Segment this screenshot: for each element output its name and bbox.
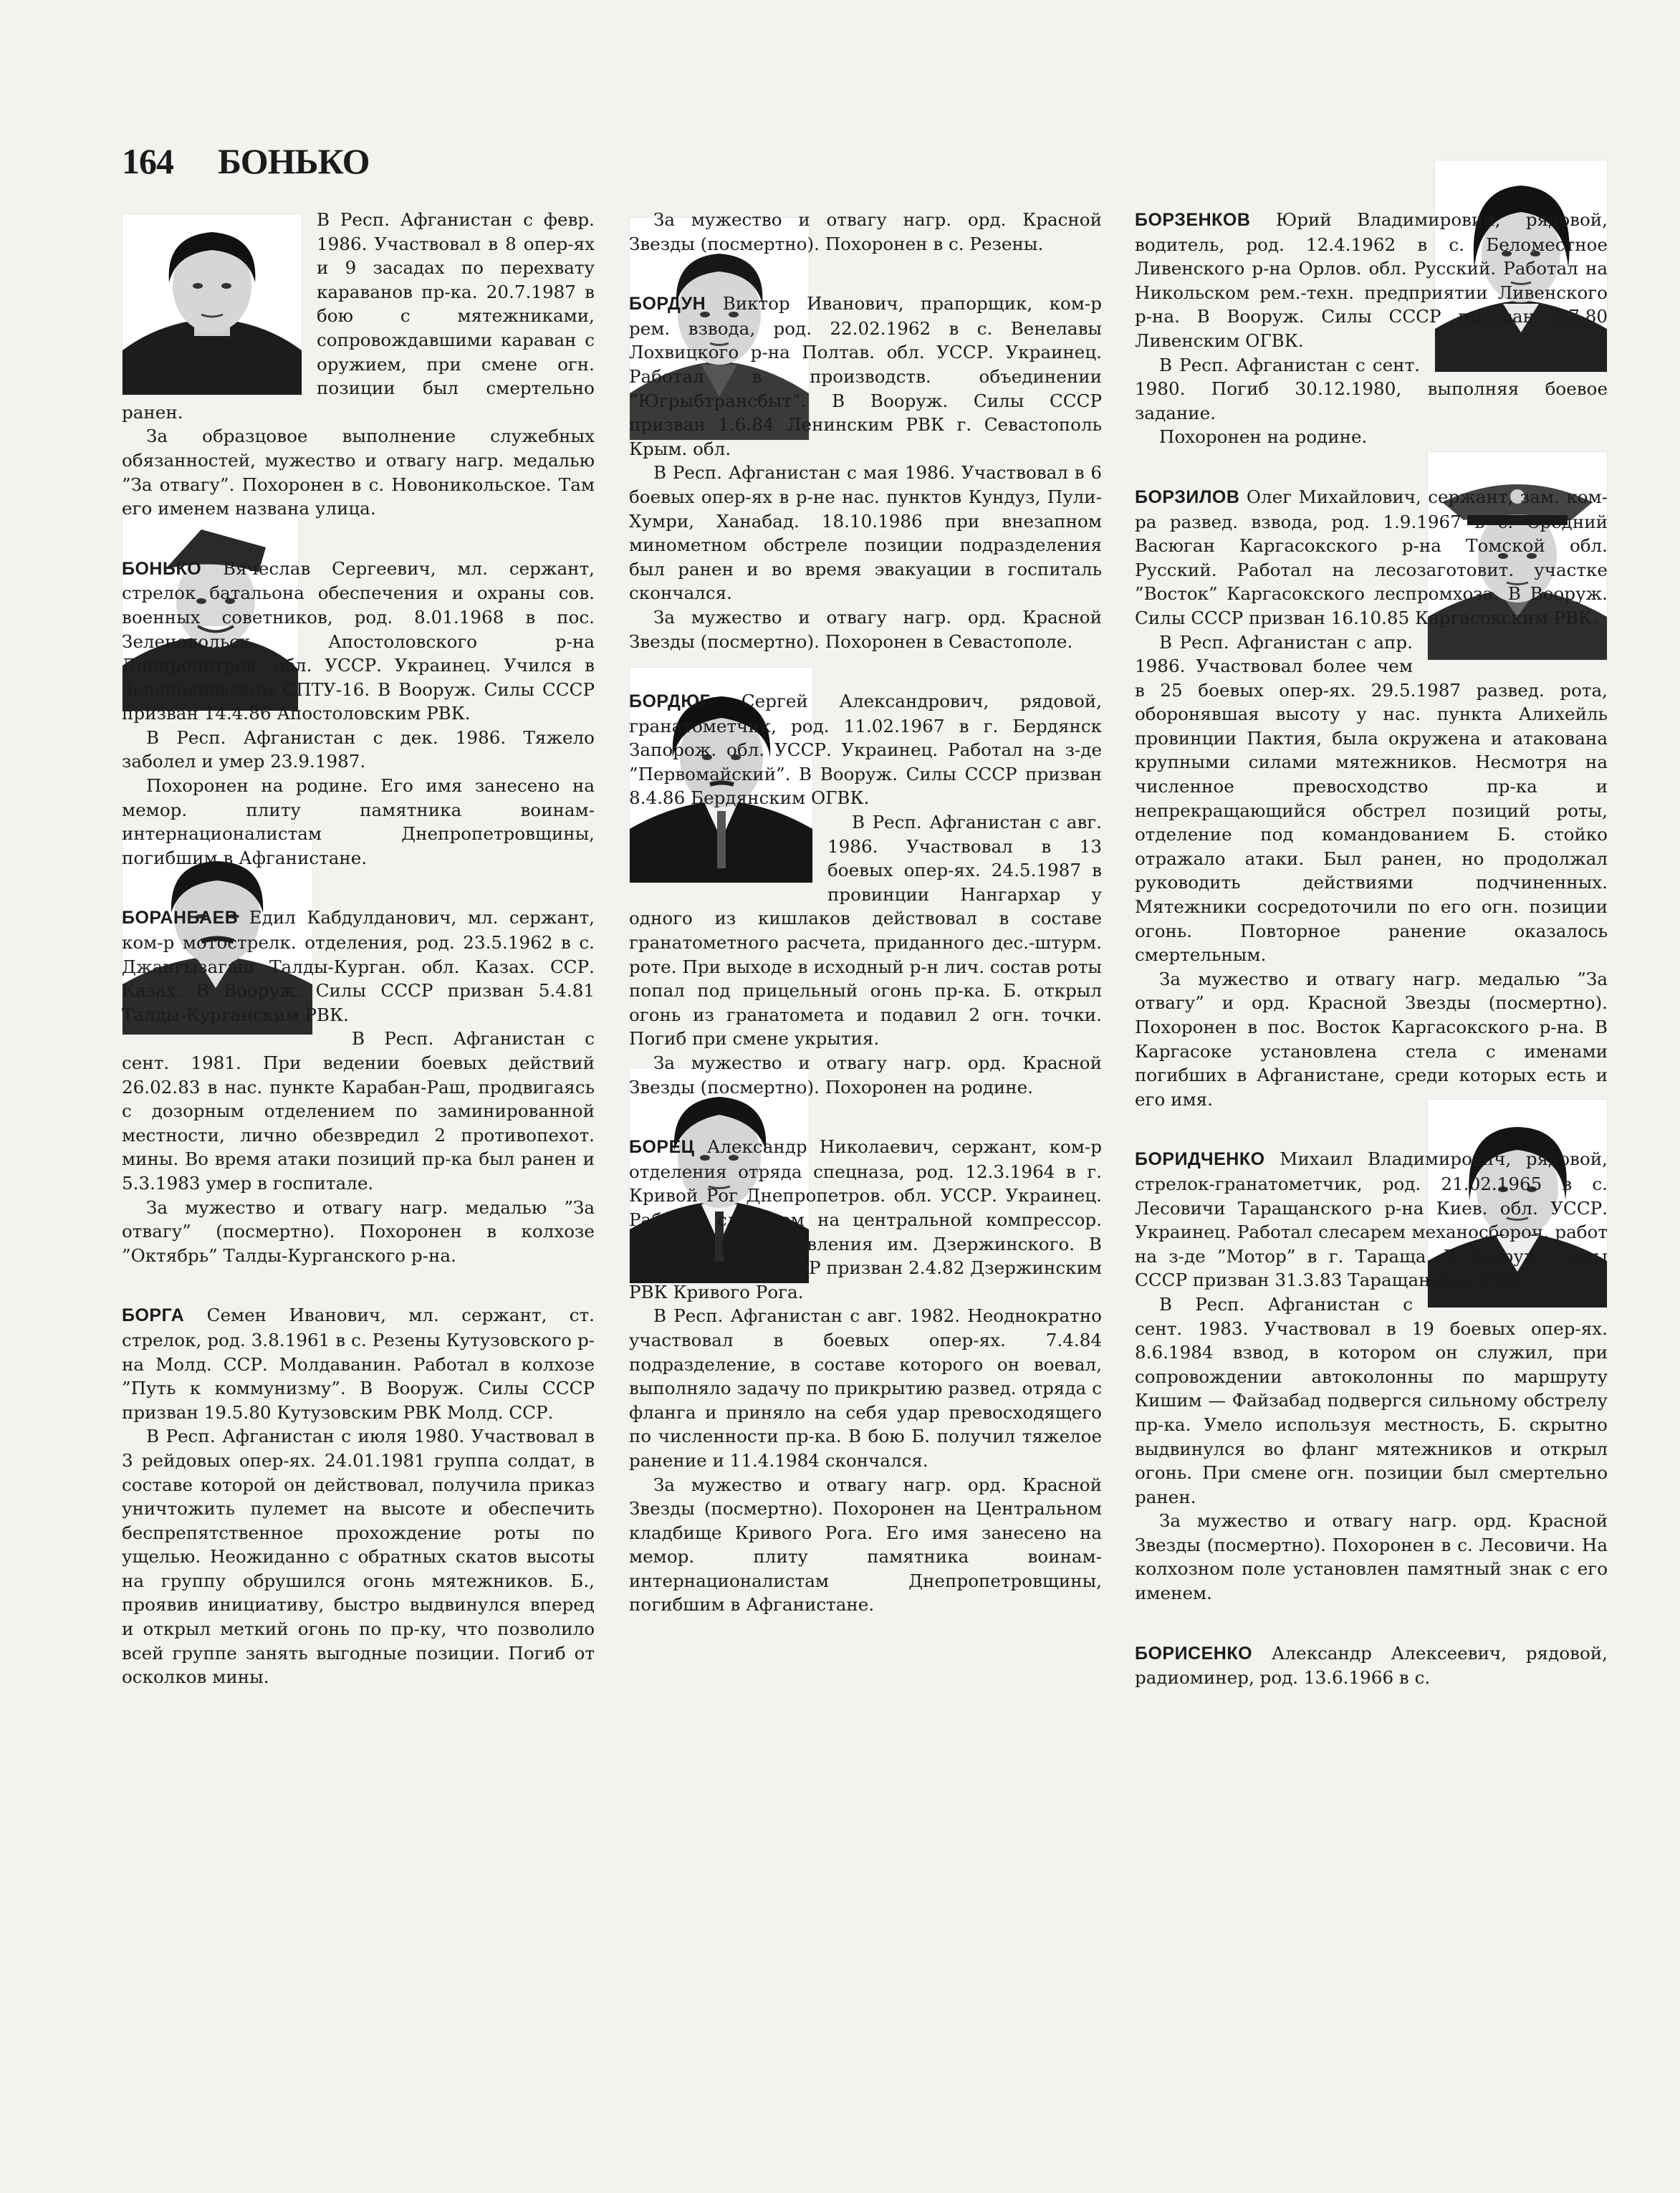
page-number: 164 <box>122 141 173 181</box>
entry-paragraph: В Респ. Афганистан с дек. 1986. Тяжело заболел и умер 23.9.1987. <box>122 726 595 772</box>
entry-surname: БОРГА <box>122 1305 185 1326</box>
entry-borets <box>629 1135 1102 1617</box>
entry-surname: БОРИСЕНКО <box>1135 1643 1253 1664</box>
entry-heading <box>629 292 1102 461</box>
entry-bordun <box>629 292 1102 653</box>
entry-surname: БОРДЮГ <box>629 691 711 712</box>
entry-paragraph: В Респ. Афганистан с июля 1980. Участвовал в 3 рейдовых опер-ях. 24.01.1981 группа солдат, в составе которой он действовал, получила приказ уничтожить пулемет на высоте и обеспечить беспрепятственное прохождение роты по ущелью. Неожиданно с обратных скатов высоты на группу обрушился огонь мятежников. Б., проявив инициативу, быстро выдвинулся вперед и открыл меткий огонь по пр-ку, что позволило всей группе занять выгодные позиции. Погиб от осколков мины. <box>122 1426 595 1688</box>
entry-paragraph: Похоронен на родине. Его имя занесено на мемор. плиту памятника воинам-интернационалистам Днепропетровщины, погибшим в Афганистане. <box>122 775 595 868</box>
column-3 <box>1135 208 1608 1690</box>
entry-heading <box>122 1303 595 1424</box>
entry-surname: БОРДУН <box>629 294 706 315</box>
entry-text: Михаил Владимирович, рядовой, стрелок-гранатометчик, род. 21.02.1965 в с. Лесовичи Таращанского р-на Киев. обл. УССР. Украинец. Работал слесарем механосбороч. работ на з-де ”Мотор” в г. Тараща. В Вооруж. Силы СССР призван 31.3.83 Таращанским РВК. <box>1135 1148 1608 1291</box>
entry-text: Юрий Владимирович, рядовой, водитель, род. 12.4.1962 в с. Беломестное Ливенского р-на Орлов. обл. Русский. Работал на Никольском рем.-техн. предприятии Ливенского р-на. В Вооруж. Силы СССР призван 3.7.80 Ливенским ОГВК. <box>1135 209 1608 351</box>
entry-paragraph: В Респ. Афганистан с февр. 1986. Участвовал в 8 опер-ях и 9 засадах по перехвату караванов пр-ка. 20.7.1987 в бою с мятежниками, сопровождавшими караван с оружием, при смене огн. позиции был смертельно ранен. <box>122 209 595 423</box>
entry-bonko <box>122 557 595 870</box>
portrait-photo <box>122 213 302 395</box>
entry-surname: БОРАНБАЕВ <box>122 908 239 928</box>
entry-paragraph: За мужество и отвагу нагр. медалью ”За отвагу” и орд. Красной Звезды (посмертно). Похоронен в пос. Восток Каргасокского р-на. В Каргасоке установлена стела с именами погибших в Афганистане, среди которых есть и его имя. <box>1135 968 1608 1110</box>
entry-text: Сергей Александрович, рядовой, гранатометчик, род. 11.02.1967 в г. Бердянск Запорож. обл. УССР. Украинец. Работал на з-де ”Первомайский”. В Вооруж. Силы СССР призван 8.4.86 Бердянским ОГВК. <box>629 691 1102 809</box>
entry-surname: БОРИДЧЕНКО <box>1135 1149 1265 1170</box>
entry-paragraph: За мужество и отвагу нагр. орд. Красной Звезды (посмертно). Похоронен на Центральном кладбище Кривого Рога. Его имя занесено на мемор. плиту памятника воинам-интернационалистам Днепропетровщины, погибшим в Афганистане. <box>629 1474 1102 1616</box>
entry-paragraph: За мужество и отвагу нагр. медалью ”За отвагу” (посмертно). Похоронен в колхозе ”Октябрь” Талды-Курганского р-на. <box>122 1196 595 1266</box>
entry-text: Едил Кабдулданович, мл. сержант, ком-р мотострелк. отделения, род. 23.5.1962 в с. Джангызагаш Талды-Курган. обл. Казах. ССР. Казах. В Вооруж. Силы СССР призван 5.4.81 Талды-Курганским РВК. <box>122 907 595 1025</box>
entry-continued <box>629 208 1102 256</box>
column-2 <box>629 208 1102 1617</box>
entry-paragraph: За мужество и отвагу нагр. орд. Красной Звезды (посмертно). Похоронен в с. Лесовичи. На колхозном поле установлен памятный знак с его именем. <box>1135 1510 1608 1604</box>
entry-surname: БОНЬКО <box>122 558 202 579</box>
entry-continued <box>122 208 595 521</box>
entry-paragraph: За мужество и отвагу нагр. орд. Красной Звезды (посмертно). Похоронен на родине. <box>629 1052 1102 1098</box>
entry-borisenko <box>1135 1641 1608 1690</box>
entry-borzilov <box>1135 485 1608 1111</box>
entry-text: Вячеслав Сергеевич, мл. сержант, стрелок батальона обеспечения и охраны сов. военных советников, род. 8.01.1968 в пос. Зеленодольск Апостоловского р-на Днепропетров. обл. УССР. Украинец. Учился в Зеленодольском СПТУ-16. В Вооруж. Силы СССР призван 14.4.86 Апостоловским РВК. <box>122 557 595 724</box>
entry-heading <box>122 906 595 1027</box>
entry-paragraph: В Респ. Афганистан с апр. 1986. Участвовал более чем в 25 боевых опер-ях. 29.5.1987 развед. рота, оборонявшая высоту у нас. пункта Алихейль провинции Пактия, была окружена и атакована крупными силами мятежников. Несмотря на численное превосходство пр-ка и непрекращающийся обстрел позиций роты, отделение под командованием Б. стойко отражало атаки. Был ранен, но продолжал руководить действиями подчиненных. Мятежники сосредоточили по его огн. позиции огонь. Повторное ранение оказалось смертельным. <box>1135 631 1608 966</box>
entry-borga <box>122 1303 595 1689</box>
entry-boranbaev <box>122 906 595 1267</box>
entry-text: Виктор Иванович, прапорщик, ком-р рем. взвода, род. 22.02.1962 в с. Венелавы Лохвицкого р-на Полтав. обл. УССР. Украинец. Работал в производств. объединении ”Югрыбтрансбыт”. В Вооруж. Силы СССР призван 1.6.84 Ленинским РВК г. Севастополь Крым. обл. <box>629 293 1102 459</box>
entry-heading <box>1135 485 1608 630</box>
entry-heading <box>122 557 595 726</box>
entry-paragraph: В Респ. Афганистан с сент. 1981. При ведении боевых действий 26.02.83 в нас. пункте Карабан-Раш, продвигаясь с дозорным отделением по заминированной местности, лично обезвредил 2 противопехот. мины. Во время атаки позиций пр-ка был ранен и 5.3.1983 умер в госпитале. <box>122 1028 595 1194</box>
entry-borzenkov <box>1135 208 1608 449</box>
entry-paragraph: В Респ. Афганистан с сент. 1980. Погиб 30.12.1980, выполняя боевое задание. <box>1135 354 1608 423</box>
entry-heading <box>1135 1641 1608 1690</box>
entry-paragraph: В Респ. Афганистан с авг. 1986. Участвовал в 13 боевых опер-ях. 24.5.1987 в провинции Нангархар у одного из кишлаков действовал в составе гранатометного расчета, приданного дес.-штурм. роте. При выходе в исходный р-н лич. состав роты попал под прицельный огонь пр-ка. Б. открыл огонь из гранатомета и подавил 2 огн. точки. Погиб при смене укрытия. <box>629 812 1102 1050</box>
entry-paragraph: В Респ. Афганистан с авг. 1982. Неоднократно участвовал в боевых опер-ях. 7.4.84 подразделение, в составе которого он воевал, выполняло задачу по прикрытию развед. отряда с фланга и приняло на себя удар превосходящего по численности пр-ка. В бою Б. получил тяжелое ранение и 11.4.1984 скончался. <box>629 1305 1102 1471</box>
entry-paragraph: Похоронен на родине. <box>1159 426 1368 448</box>
entry-bordyug <box>629 689 1102 1099</box>
column-1 <box>122 208 595 1689</box>
entry-text: Александр Алексеевич, рядовой, радиоминер, род. 13.6.1966 в с. <box>1135 1642 1608 1689</box>
entry-paragraph: За мужество и отвагу нагр. орд. Красной Звезды (посмертно). Похоронен в с. Резены. <box>629 209 1102 254</box>
entry-paragraph: В Респ. Афганистан с мая 1986. Участвовал в 6 боевых опер-ях в р-не нас. пунктов Кундуз, Пули-Хумри, Ханабад. 18.10.1986 при внезапном минометном обстреле позиции подразделения был ранен и во время эвакуации в госпиталь скончался. <box>629 462 1102 604</box>
entry-paragraph: За образцовое выполнение служебных обязанностей, мужество и отвагу нагр. медалью ”За отвагу”. Похоронен в с. Новоникольское. Там его именем названа улица. <box>122 426 595 519</box>
entry-text: Семен Иванович, мл. сержант, ст. стрелок, род. 3.8.1961 в с. Резены Кутузовского р-на Молд. ССР. Молдаванин. Работал в колхозе ”Путь к коммунизму”. В Вооруж. Силы СССР призван 19.5.80 Кутузовским РВК Молд. ССР. <box>122 1305 595 1423</box>
entry-heading <box>629 1135 1102 1304</box>
entry-surname: БОРЗИЛОВ <box>1135 486 1240 507</box>
entry-text: Александр Николаевич, сержант, ком-р отделения отряда спецназа, род. 12.3.1964 в г. Кривой Рог Днепропетров. обл. УССР. Украинец. Работал слесарем на центральной компрессор. станции рудоуправления им. Дзержинского. В Вооруж. Силы СССР призван 2.4.82 Дзержинским РВК Кривого Рога. <box>629 1136 1102 1302</box>
running-head-word: БОНЬКО <box>218 141 370 181</box>
entry-surname: БОРЗЕНКОВ <box>1135 210 1251 230</box>
entry-surname: БОРЕЦ <box>629 1137 695 1158</box>
entry-text: Олег Михайлович, сержант, зам. ком-ра развед. взвода, род. 1.9.1967 в с. Средний Васюган Каргасокского р-на Томской обл. Русский. Работал на лесозаготовит. участке ”Восток” Каргасокского леспромхоза. В Вооруж. Силы СССР призван 16.10.85 Каргасокским РВК. <box>1135 486 1608 628</box>
entry-paragraph: За мужество и отвагу нагр. орд. Красной Звезды (посмертно). Похоронен в Севастополе. <box>629 606 1102 652</box>
entry-boridchenko <box>1135 1147 1608 1605</box>
running-head <box>122 140 369 182</box>
entry-heading <box>629 689 1102 810</box>
entry-paragraph: В Респ. Афганистан с сент. 1983. Участвовал в 19 боевых опер-ях. 8.6.1984 взвод, в котором он служил, при сопровождении автоколонны по маршруту Кишим — Файзабад подвергся сильному обстрелу пр-ка. Умело используя местность, Б. скрытно выдвинулся во фланг мятежников и открыл огонь. При смене огн. позиции был смертельно ранен. <box>1135 1293 1608 1507</box>
